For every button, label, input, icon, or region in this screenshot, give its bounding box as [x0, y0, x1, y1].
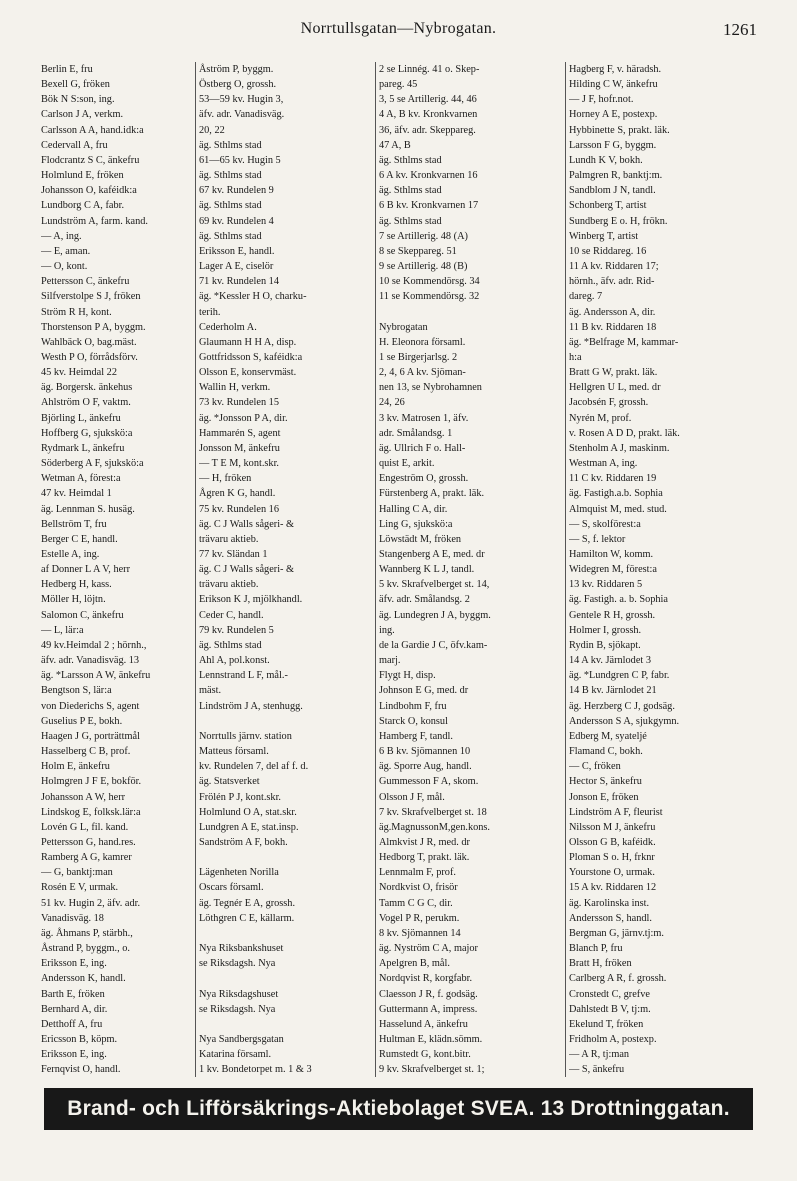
directory-entry: Bellström T, fru	[41, 518, 107, 530]
directory-entry: 10 se Riddareg. 16	[569, 245, 647, 257]
directory-entry: 53—59 kv. Hugin 3,	[199, 94, 284, 106]
directory-entry: — C, fröken	[569, 761, 621, 773]
directory-entry: 51 kv. Hugin 2, äfv. adr.	[41, 897, 141, 909]
directory-columns	[38, 62, 760, 1077]
directory-entry: — H, fröken	[199, 473, 252, 485]
directory-entry: 13 kv. Riddaren 5	[569, 579, 643, 591]
directory-entry: Nya Riksdagshuset	[199, 988, 279, 1000]
directory-entry: 10 se Kommendörsg. 34	[379, 276, 480, 288]
column-2	[195, 62, 375, 1077]
directory-entry: Johansson A W, herr	[41, 791, 126, 803]
directory-entry: Hector S, änkefru	[569, 776, 642, 788]
directory-entry: äg. Karolinska inst.	[569, 897, 650, 909]
directory-entry: Ahlström O F, vaktm.	[41, 397, 131, 409]
directory-entry: äg. Åhmans P, stärbh.,	[41, 927, 133, 939]
directory-entry: Ceder C, handl.	[199, 609, 264, 621]
directory-entry: Fürstenberg A, prakt. läk.	[379, 488, 485, 500]
directory-entry: Rydin B, sjökapt.	[569, 639, 641, 651]
directory-entry: Andersson K, handl.	[41, 973, 126, 985]
directory-entry: äg. Statsverket	[199, 776, 260, 788]
directory-entry: Rosén E V, urmak.	[41, 882, 119, 894]
directory-entry: H. Eleonora församl.	[379, 336, 466, 348]
directory-entry: Katarina församl.	[199, 1049, 272, 1061]
directory-entry: Bengtson S, lär:a	[41, 685, 112, 697]
directory-entry: Hultman E, klädn.sömm.	[379, 1034, 483, 1045]
directory-entry	[199, 714, 372, 729]
directory-entry: äfv. adr. Vanadisväg. 13	[41, 655, 140, 667]
directory-entry: Berlin E, fru	[41, 64, 93, 75]
directory-entry: äg. Sthlms stad	[199, 639, 262, 651]
directory-entry: 11 C kv. Riddaren 19	[569, 473, 657, 485]
directory-entry: 11 se Kommendörsg. 32	[379, 291, 480, 303]
directory-entry: terih.	[199, 306, 221, 318]
directory-entry: äg. Borgersk. änkehus	[41, 382, 133, 394]
directory-entry: Silfverstolpe S J, fröken	[41, 291, 141, 303]
directory-entry: äg. Herzberg C J, godsäg.	[569, 700, 675, 712]
directory-entry: 67 kv. Rundelen 9	[199, 185, 274, 197]
directory-entry: Holmer I, grossh.	[569, 624, 642, 636]
directory-entry: Gottfridsson S, kaféidk:a	[199, 351, 303, 363]
directory-entry: Lindbohm F, fru	[379, 700, 447, 712]
directory-entry: Lundgren A E, stat.insp.	[199, 821, 299, 833]
directory-entry: Hasselund A, änkefru	[379, 1018, 468, 1030]
directory-entry: Estelle A, ing.	[41, 549, 100, 560]
directory-entry: Nybrogatan	[379, 321, 428, 333]
directory-entry: Stenholm A J, maskinm.	[569, 442, 670, 454]
directory-entry	[379, 305, 562, 320]
directory-entry: 36, äfv. adr. Skeppareg.	[379, 124, 476, 136]
directory-entry: Sundberg E o. H, frökn.	[569, 215, 668, 227]
directory-entry: Gentele R H, grossh.	[569, 609, 656, 621]
directory-entry: 9 se Artillerig. 48 (B)	[379, 261, 468, 273]
directory-entry: Nya Riksbankshuset	[199, 943, 284, 955]
directory-entry: äg. Andersson A, dir.	[569, 306, 656, 318]
directory-entry: hörnh., äfv. adr. Rid-	[569, 276, 655, 288]
directory-entry: Stangenberg A E, med. dr	[379, 549, 485, 560]
directory-entry: Carlsson A A, hand.idk:a	[41, 124, 144, 136]
directory-entry: Ling G, sjukskö:a	[379, 518, 453, 530]
directory-entry: af Donner L A V, herr	[41, 564, 131, 576]
directory-entry: Tamm C G C, dir.	[379, 897, 453, 909]
directory-entry: Andersson S, handl.	[569, 912, 652, 924]
directory-entry: 9 kv. Skrafvelberget st. 1;	[379, 1064, 485, 1076]
directory-entry: 14 A kv. Järnlodet 3	[569, 655, 651, 667]
directory-entry: äfv. adr. Vanadisväg.	[199, 109, 285, 121]
directory-entry: 75 kv. Rundelen 16	[199, 503, 279, 515]
directory-entry: Flodcrantz S C, änkefru	[41, 154, 140, 166]
directory-entry: pareg. 45	[379, 79, 418, 91]
directory-entry: v. Rosen A D D, prakt. läk.	[569, 427, 680, 439]
column-3	[375, 62, 565, 1077]
directory-entry: Carlberg A R, f. grossh.	[569, 973, 667, 985]
directory-entry: Pettersson G, hand.res.	[41, 836, 136, 848]
directory-entry: Wannberg K L J, tandl.	[379, 564, 475, 576]
directory-entry: 1 kv. Bondetorpet m. 1 & 3	[199, 1064, 312, 1076]
directory-entry: äg. Sthlms stad	[199, 139, 262, 151]
directory-entry: Sandström A F, bokh.	[199, 836, 288, 848]
directory-entry: trävaru aktieb.	[199, 533, 259, 545]
directory-entry: äg. Tegnér E A, grossh.	[199, 897, 296, 909]
directory-entry: äfv. adr. Smålandsg. 2	[379, 594, 470, 606]
column-1	[38, 62, 195, 1077]
directory-entry: Olsson J F, mål.	[379, 791, 445, 803]
directory-entry: äg. Sthlms stad	[199, 200, 262, 212]
column-4	[565, 62, 760, 1077]
directory-entry: Holmgren J F E, bokför.	[41, 776, 142, 788]
directory-entry: nen 13, se Nybrohamnen	[379, 382, 482, 394]
directory-entry: Nilsson M J, änkefru	[569, 821, 656, 833]
directory-entry: dareg. 7	[569, 291, 603, 303]
directory-entry: Nyrén M, prof.	[569, 412, 632, 424]
directory-entry: Blanch P, fru	[569, 943, 623, 955]
directory-entry: Hagberg F, v. häradsh.	[569, 64, 662, 75]
directory-entry: Björling L, änkefru	[41, 412, 121, 424]
directory-entry: Bratt H, fröken	[569, 958, 632, 970]
directory-entry: Berger C E, handl.	[41, 533, 118, 545]
directory-entry: Lundh K V, bokh.	[569, 154, 643, 166]
directory-entry: Lundborg C A, fabr.	[41, 200, 125, 212]
directory-entry: marj.	[379, 655, 401, 667]
directory-entry: Almquist M, med. stud.	[569, 503, 667, 515]
directory-entry: äg. Sthlms stad	[199, 170, 262, 182]
directory-entry	[199, 850, 372, 865]
footer-advertisement: Brand- och Lifförsäkrings-Aktiebolaget SVEA. 13 Drottninggatan.	[44, 1088, 753, 1130]
directory-entry: Widegren M, förest:a	[569, 564, 657, 576]
directory-entry: Hamberg F, tandl.	[379, 730, 453, 742]
directory-entry: äg. Lennman S. husäg.	[41, 503, 135, 515]
directory-entry: 79 kv. Rundelen 5	[199, 624, 274, 636]
page-number: 1261	[723, 20, 757, 39]
directory-entry: Hasselberg C B, prof.	[41, 746, 131, 758]
directory-entry: — S, änkefru	[569, 1064, 625, 1076]
directory-entry: 6 A kv. Kronkvarnen 16	[379, 170, 478, 182]
directory-entry: Matteus församl.	[199, 746, 269, 758]
directory-entry: kv. Rundelen 7, del af f. d.	[199, 761, 309, 773]
directory-entry: Nordqvist R, korgfabr.	[379, 973, 473, 985]
directory-entry: Wallin H, verkm.	[199, 382, 271, 394]
directory-entry: 7 se Artillerig. 48 (A)	[379, 230, 468, 242]
directory-entry: Jonsson M, änkefru	[199, 442, 280, 454]
directory-entry: Ramberg A G, kamrer	[41, 852, 132, 864]
directory-entry: äg. Fastigh. a. b. Sophia	[569, 594, 668, 606]
directory-entry: Lager A E, ciselör	[199, 261, 274, 273]
directory-entry: 7 kv. Skrafvelberget st. 18	[379, 806, 487, 818]
directory-entry: Edberg M, syateljé	[569, 730, 647, 742]
directory-entry: Vogel P R, perukm.	[379, 912, 460, 924]
directory-entry: Eriksson E, ing.	[41, 1049, 107, 1061]
directory-entry: äg.MagnussonM,gen.kons.	[379, 821, 490, 833]
directory-entry: Rumstedt G, kont.bitr.	[379, 1049, 471, 1061]
directory-entry: Oscars församl.	[199, 882, 264, 894]
directory-entry: 69 kv. Rundelen 4	[199, 215, 274, 227]
directory-entry: Hoffberg G, sjukskö:a	[41, 427, 133, 439]
directory-entry: Åstrand P, byggm., o.	[41, 943, 130, 955]
directory-entry: Eriksson E, ing.	[41, 958, 107, 970]
directory-entry: 20, 22	[199, 124, 225, 136]
directory-entry: Fernqvist O, handl.	[41, 1064, 121, 1076]
directory-entry: Dahlstedt B V, tj:m.	[569, 1003, 651, 1015]
directory-entry: 8 se Skeppareg. 51	[379, 245, 457, 257]
directory-entry: — O, kont.	[41, 261, 88, 273]
directory-entry: Horney A E, postexp.	[569, 109, 658, 121]
directory-entry: äg. Sthlms stad	[379, 215, 442, 227]
directory-entry: 3 kv. Matrosen 1, äfv.	[379, 412, 469, 424]
directory-entry: 45 kv. Heimdal 22	[41, 367, 117, 379]
directory-entry: äg. Sthlms stad	[379, 185, 442, 197]
directory-entry: äg. C J Walls sågeri- &	[199, 518, 295, 530]
directory-entry: Bergman G, järnv.tj:m.	[569, 927, 664, 939]
directory-entry: äg. Nyström C A, major	[379, 943, 478, 955]
directory-entry: Glaumann H H A, disp.	[199, 336, 297, 348]
directory-entry: äg. Sthlms stad	[199, 230, 262, 242]
directory-entry	[199, 926, 372, 941]
directory-entry: Flygt H, disp.	[379, 670, 436, 682]
directory-entry: äg. *Larsson A W, änkefru	[41, 670, 151, 682]
directory-entry: Salomon C, änkefru	[41, 609, 124, 621]
directory-entry: — S, skolförest:a	[569, 518, 641, 530]
directory-entry: äg. *Jonsson P A, dir.	[199, 412, 288, 424]
directory-entry: Thorstenson P A, byggm.	[41, 321, 146, 333]
directory-entry: Jacobsén F, grossh.	[569, 397, 649, 409]
directory-entry: Guttermann A, impress.	[379, 1003, 478, 1015]
directory-entry: Cronstedt C, grefve	[569, 988, 650, 1000]
directory-entry: Gummesson F A, skom.	[379, 776, 479, 788]
directory-entry: Flamand C, bokh.	[569, 746, 643, 758]
directory-entry: Ploman S o. H, frknr	[569, 852, 655, 864]
directory-entry: Ström R H, kont.	[41, 306, 112, 318]
directory-entry: Bexell G, fröken	[41, 79, 110, 91]
directory-entry: äg. Sthlms stad	[379, 154, 442, 166]
directory-entry: 4 A, B kv. Kronkvarnen	[379, 109, 478, 121]
directory-entry: Barth E, fröken	[41, 988, 105, 1000]
directory-entry: 8 kv. Sjömannen 14	[379, 927, 461, 939]
directory-entry: Jonson E, fröken	[569, 791, 639, 803]
directory-entry: adr. Smålandsg. 1	[379, 427, 453, 439]
directory-entry: 3, 5 se Artillerig. 44, 46	[379, 94, 477, 106]
directory-entry: Johnson E G, med. dr	[379, 685, 469, 697]
directory-entry: Bernhard A, dir.	[41, 1003, 108, 1015]
directory-entry: — T E M, kont.skr.	[199, 458, 280, 470]
directory-entry: Wetman A, förest:a	[41, 473, 121, 485]
directory-entry: 2, 4, 6 A kv. Sjöman-	[379, 367, 466, 379]
directory-entry: Söderberg A F, sjukskö:a	[41, 458, 144, 470]
directory-entry: Lägenheten Norilla	[199, 867, 279, 879]
directory-entry: äg. *Lundgren C P, fabr.	[569, 670, 670, 682]
directory-entry: äg. Ullrich F o. Hall-	[379, 442, 466, 454]
directory-entry: Ekelund T, fröken	[569, 1018, 644, 1030]
running-title: Norrtullsgatan—Nybrogatan.	[300, 20, 497, 37]
directory-entry: äg. Fastigh.a.b. Sophia	[569, 488, 663, 500]
directory-entry: 73 kv. Rundelen 15	[199, 397, 279, 409]
directory-entry: trävaru aktieb.	[199, 579, 259, 591]
directory-entry: Löwstädt M, fröken	[379, 533, 462, 545]
directory-entry: Olsson G B, kaféidk.	[569, 836, 656, 848]
directory-entry: 49 kv.Heimdal 2 ; hörnh.,	[41, 639, 147, 651]
directory-entry: Bök N S:son, ing.	[41, 94, 115, 106]
directory-entry: Eriksson E, handl.	[199, 245, 275, 257]
directory-entry: Lennmalm F, prof.	[379, 867, 456, 879]
directory-entry: Schonberg T, artist	[569, 200, 647, 212]
directory-entry: 47 kv. Heimdal 1	[41, 488, 112, 500]
directory-entry: — J F, hofr.not.	[569, 94, 634, 106]
directory-entry	[199, 971, 372, 986]
directory-entry: Olsson E, konservmäst.	[199, 367, 297, 379]
directory-entry: — L, lär:a	[41, 624, 84, 636]
directory-entry: — G, banktj:man	[41, 867, 113, 879]
directory-entry: 47 A, B	[379, 139, 411, 151]
directory-entry: Haagen J G, porträttmål	[41, 730, 140, 742]
directory-entry: Åström P, byggm.	[199, 64, 274, 75]
directory-entry: Lennstrand L F, mål.-	[199, 670, 288, 682]
directory-entry: Hellgren U L, med. dr	[569, 382, 661, 394]
directory-entry: äg. C J Walls sågeri- &	[199, 564, 295, 576]
directory-entry: 11 B kv. Riddaren 18	[569, 321, 657, 333]
directory-entry: Ericsson B, köpm.	[41, 1034, 118, 1045]
directory-entry: Westman A, ing.	[569, 458, 638, 470]
directory-entry: Norrtulls järnv. station	[199, 730, 292, 742]
directory-entry: Detthoff A, fru	[41, 1018, 103, 1030]
directory-entry: Nya Sandbergsgatan	[199, 1034, 284, 1045]
directory-entry: Lindström A F, fleurist	[569, 806, 663, 818]
directory-entry: h:a	[569, 351, 582, 363]
directory-entry: Lindström J A, stenhugg.	[199, 700, 303, 712]
directory-entry: Holm E, änkefru	[41, 761, 110, 773]
directory-entry: 1 se Birgerjarlsg. 2	[379, 351, 458, 363]
directory-entry: — S, f. lektor	[569, 533, 626, 545]
directory-entry: Engeström O, grossh.	[379, 473, 469, 485]
directory-entry: Larsson F G, byggm.	[569, 139, 657, 151]
directory-entry: äg. Sporre Aug, handl.	[379, 761, 472, 773]
directory-entry: Halling C A, dir.	[379, 503, 448, 515]
directory-entry: Möller H, löjtn.	[41, 594, 106, 606]
directory-entry: Guselius P E, bokh.	[41, 715, 123, 727]
directory-entry: Hedberg H, kass.	[41, 579, 112, 591]
directory-entry: 77 kv. Sländan 1	[199, 549, 268, 560]
directory-entry: Hilding C W, änkefru	[569, 79, 658, 91]
directory-entry: Yourstone O, urmak.	[569, 867, 655, 879]
directory-entry: Sandblom J N, tandl.	[569, 185, 656, 197]
directory-entry: 14 B kv. Järnlodet 21	[569, 685, 657, 697]
directory-entry: Ahl A, pol.konst.	[199, 655, 270, 667]
directory-entry: Cedervall A, fru	[41, 139, 108, 151]
directory-entry	[199, 1017, 372, 1032]
directory-entry: Hybbinette S, prakt. läk.	[569, 124, 670, 136]
directory-entry: Hedborg T, prakt. läk.	[379, 852, 470, 864]
directory-entry: Frölén P J, kont.skr.	[199, 791, 282, 803]
directory-entry: — A R, tj:man	[569, 1049, 630, 1061]
running-head	[0, 20, 797, 44]
directory-entry: 5 kv. Skrafvelberget st. 14,	[379, 579, 490, 591]
directory-entry: Westh P O, förrådsförv.	[41, 351, 138, 363]
directory-entry: de la Gardie J C, öfv.kam-	[379, 639, 488, 651]
directory-entry: Johansson O, kaféidk:a	[41, 185, 137, 197]
directory-entry: Lovén G L, fil. kand.	[41, 821, 129, 833]
directory-entry: 2 se Linnég. 41 o. Skep-	[379, 64, 480, 75]
directory-entry: äg. *Kessler H O, charku-	[199, 291, 307, 303]
directory-entry: Holmlund E, fröken	[41, 170, 124, 182]
directory-entry: Almkvist J R, med. dr	[379, 836, 470, 848]
directory-entry: 11 A kv. Riddaren 17;	[569, 261, 659, 273]
directory-entry: 6 B kv. Kronkvarnen 17	[379, 200, 479, 212]
directory-entry: Vanadisväg. 18	[41, 912, 104, 924]
directory-entry: Palmgren R, banktj:m.	[569, 170, 663, 182]
directory-entry: Östberg O, grossh.	[199, 79, 277, 91]
directory-entry: — E, aman.	[41, 245, 91, 257]
directory-entry: 15 A kv. Riddaren 12	[569, 882, 657, 894]
directory-entry: Lindskog E, folksk.lär:a	[41, 806, 141, 818]
directory-entry: Winberg T, artist	[569, 230, 639, 242]
directory-entry: Wahlbäck O, bag.mäst.	[41, 336, 137, 348]
directory-entry: Hamilton W, komm.	[569, 549, 654, 560]
directory-entry: 61—65 kv. Hugin 5	[199, 154, 281, 166]
directory-entry: 6 B kv. Sjömannen 10	[379, 746, 471, 758]
directory-entry: — A, ing.	[41, 230, 82, 242]
directory-entry: Andersson S A, sjukgymn.	[569, 715, 680, 727]
directory-entry: mäst.	[199, 685, 222, 697]
directory-entry: ing.	[379, 624, 395, 636]
directory-entry: Fridholm A, postexp.	[569, 1034, 657, 1045]
directory-entry: äg. *Belfrage M, kammar-	[569, 336, 679, 348]
directory-entry: Carlson J A, verkm.	[41, 109, 124, 121]
directory-entry: 24, 26	[379, 397, 405, 409]
directory-entry: Claesson J R, f. godsäg.	[379, 988, 478, 1000]
directory-entry: Pettersson C, änkefru	[41, 276, 130, 288]
directory-entry: Erikson K J, mjölkhandl.	[199, 594, 303, 606]
directory-entry: von Diederichs S, agent	[41, 700, 140, 712]
directory-entry: Apelgren B, mål.	[379, 958, 450, 970]
directory-entry: 71 kv. Rundelen 14	[199, 276, 279, 288]
directory-entry: Rydmark L, änkefru	[41, 442, 125, 454]
directory-entry: quist E, arkit.	[379, 458, 435, 470]
directory-entry: äg. Lundegren J A, byggm.	[379, 609, 491, 621]
directory-entry: Bratt G W, prakt. läk.	[569, 367, 658, 379]
directory-entry: se Riksdagsh. Nya	[199, 1003, 276, 1015]
directory-entry: Holmlund O A, stat.skr.	[199, 806, 297, 818]
directory-entry: Löthgren C E, källarm.	[199, 912, 295, 924]
directory-entry: Ågren K G, handl.	[199, 488, 276, 500]
directory-entry: Hammarén S, agent	[199, 427, 281, 439]
directory-entry: Lundström A, farm. kand.	[41, 215, 148, 227]
directory-entry: Starck O, konsul	[379, 715, 448, 727]
directory-entry: Cederholm A.	[199, 321, 257, 333]
directory-entry: Nordkvist O, frisör	[379, 882, 458, 894]
directory-entry: se Riksdagsh. Nya	[199, 958, 276, 970]
